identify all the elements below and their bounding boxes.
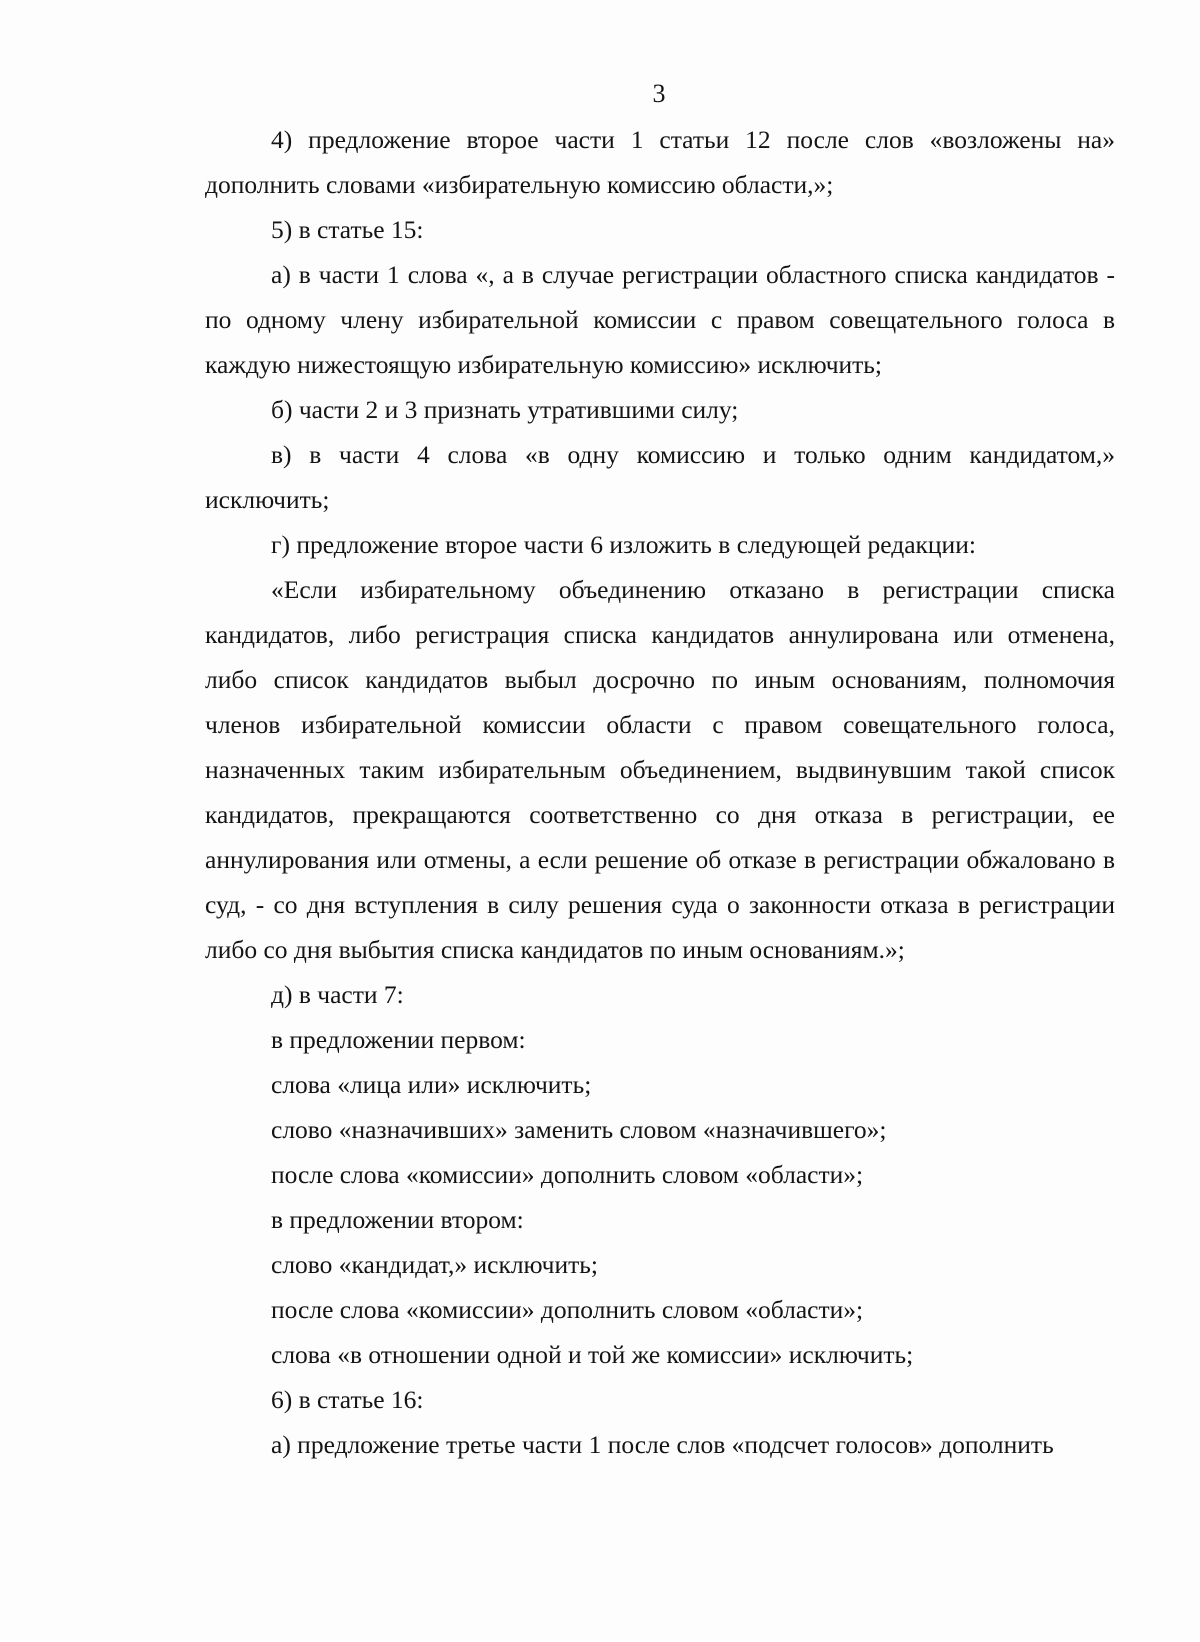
paragraph-quoted-text: «Если избирательному объединению отказано в регистрации списка кандидатов, либо регистрация списка кандидатов аннулирована или отменена, либо список кандидатов выбыл досрочно по иным основаниям, полномочия членов избирательной комиссии области с правом совещательного голоса, назначенных таким избирательным объединением, выдвинувшим такой список кандидатов, прекращаются соответственно со дня отказа в регистрации, ее аннулирования или отмены, а если решение об отказе в регистрации обжаловано в суд, - со дня вступления в силу решения суда о законности отказа в регистрации либо со дня выбытия списка кандидатов по иным основаниям.»; — [205, 575, 1115, 964]
paragraph-item-5-heading: 5) в статье 15: — [271, 215, 424, 244]
paragraph-item-4: 4) предложение второе части 1 статьи 12 после слов «возложены на» дополнить словами «избирательную комиссию области,»; — [205, 125, 1115, 199]
paragraph-subitem-v: в) в части 4 слова «в одну комиссию и только одним кандидатом,» исключить; — [205, 440, 1115, 514]
paragraph-subitem-g: г) предложение второе части 6 изложить в следующей редакции: — [271, 530, 976, 559]
page-number: 3 — [652, 79, 666, 108]
document-body — [205, 117, 1115, 1467]
paragraph-item-6-subitem-a: а) предложение третье части 1 после слов «подсчет голосов» дополнить — [271, 1430, 1054, 1459]
paragraph-first-sentence: в предложении первом: — [271, 1025, 526, 1054]
paragraph-subitem-a: а) в части 1 слова «, а в случае регистрации областного списка кандидатов - по одному члену избирательной комиссии с правом совещательного голоса в каждую нижестоящую избирательную комиссию» исключить; — [205, 260, 1115, 379]
paragraph-line-5: после слова «комиссии» дополнить словом «области»; — [271, 1295, 864, 1324]
paragraph-subitem-b: б) части 2 и 3 признать утратившими силу; — [271, 395, 739, 424]
paragraph-subitem-d: д) в части 7: — [271, 980, 404, 1009]
paragraph-line-6: слова «в отношении одной и той же комиссии» исключить; — [271, 1340, 914, 1369]
paragraph-line-2: слово «назначивших» заменить словом «назначившего»; — [271, 1115, 887, 1144]
paragraph-line-3: после слова «комиссии» дополнить словом «области»; — [271, 1160, 864, 1189]
paragraph-line-1: слова «лица или» исключить; — [271, 1070, 592, 1099]
paragraph-second-sentence: в предложении втором: — [271, 1205, 524, 1234]
paragraph-item-6-heading: 6) в статье 16: — [271, 1385, 424, 1414]
paragraph-line-4: слово «кандидат,» исключить; — [271, 1250, 598, 1279]
